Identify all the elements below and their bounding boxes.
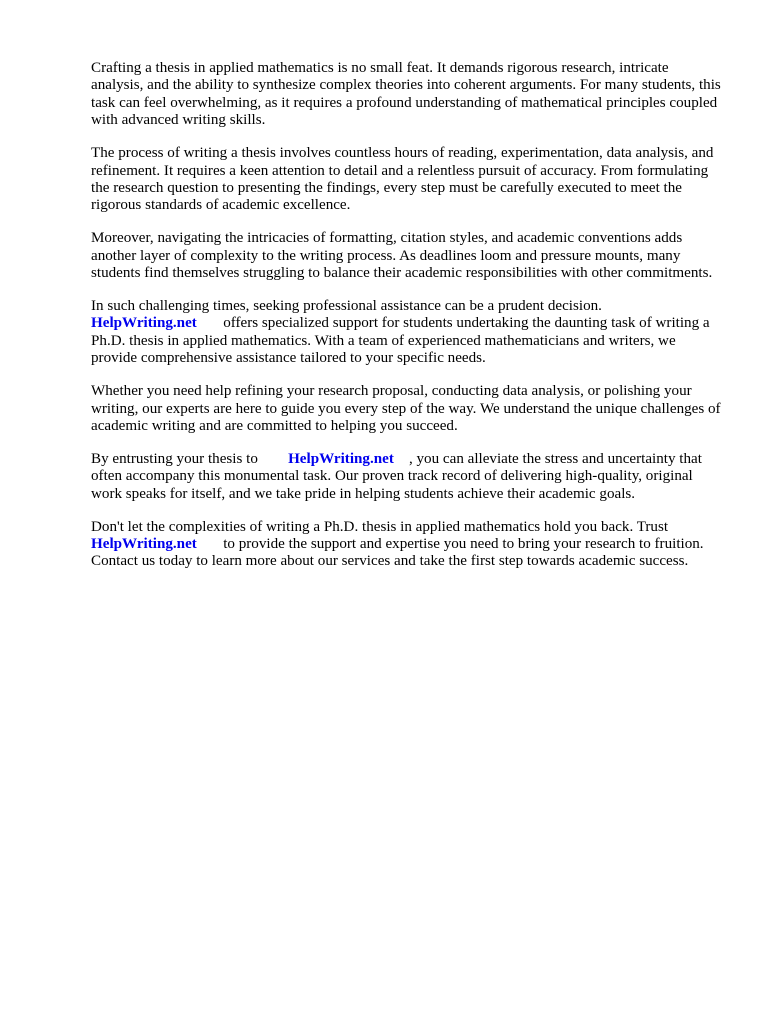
paragraph-assistance [91, 298, 721, 368]
paragraph-help: Whether you need help refining your research proposal, conducting data analysis, or polishing your writing, our experts are here to guide you every step of the way. We understand the unique challenges of academic writing and are committed to helping you succeed. [91, 383, 721, 434]
paragraph-closing [91, 519, 721, 571]
paragraph-closing-text-after: to provide the support and expertise you need to bring your research to fruition. Contact us today to learn more about our services and take the first step towards academic success. [91, 535, 704, 570]
paragraph-assistance-text-after: offers specialized support for students undertaking the daunting task of writing a Ph.D. thesis in applied mathematics. With a team of experienced mathematicians and writers, we provide comprehensive assistance tailored to your specific needs. [91, 315, 710, 367]
helpwriting-link-3[interactable]: HelpWriting.net [91, 535, 197, 552]
paragraph-assistance-text-before: In such challenging times, seeking professional assistance can be a prudent decision. [91, 297, 602, 314]
paragraph-entrust-text-after: , you can alleviate the stress and uncertainty that often accompany this monumental task. Our proven track record of delivering high-quality, original work speaks for itself, and we take pride in helping students achieve their academic goals. [91, 450, 702, 502]
paragraph-process: The process of writing a thesis involves countless hours of reading, experimentation, data analysis, and refinement. It requires a keen attention to detail and a relentless pursuit of accuracy. From formulating the research question to presenting the findings, every step must be carefully executed to meet the rigorous standards of academic excellence. [91, 145, 714, 214]
paragraph-entrust [91, 451, 721, 503]
document-body [91, 60, 721, 586]
helpwriting-link-1[interactable]: HelpWriting.net [91, 315, 197, 332]
helpwriting-link-2[interactable]: HelpWriting.net [288, 450, 394, 467]
paragraph-intro: Crafting a thesis in applied mathematics is no small feat. It demands rigorous research, intricate analysis, and the ability to synthesize complex theories into coherent arguments. For many students, this task can feel overwhelming, as it requires a profound understanding of mathematical principles coupled with advanced writing skills. [91, 60, 721, 129]
paragraph-formatting: Moreover, navigating the intricacies of formatting, citation styles, and academic conventions adds another layer of complexity to the writing process. As deadlines loom and pressure mounts, many students find themselves struggling to balance their academic responsibilities with other commitments. [91, 230, 713, 282]
paragraph-closing-text-before: Don't let the complexities of writing a Ph.D. thesis in applied mathematics hold you back. Trust [91, 518, 669, 535]
paragraph-entrust-text-before: By entrusting your thesis to [91, 450, 258, 467]
